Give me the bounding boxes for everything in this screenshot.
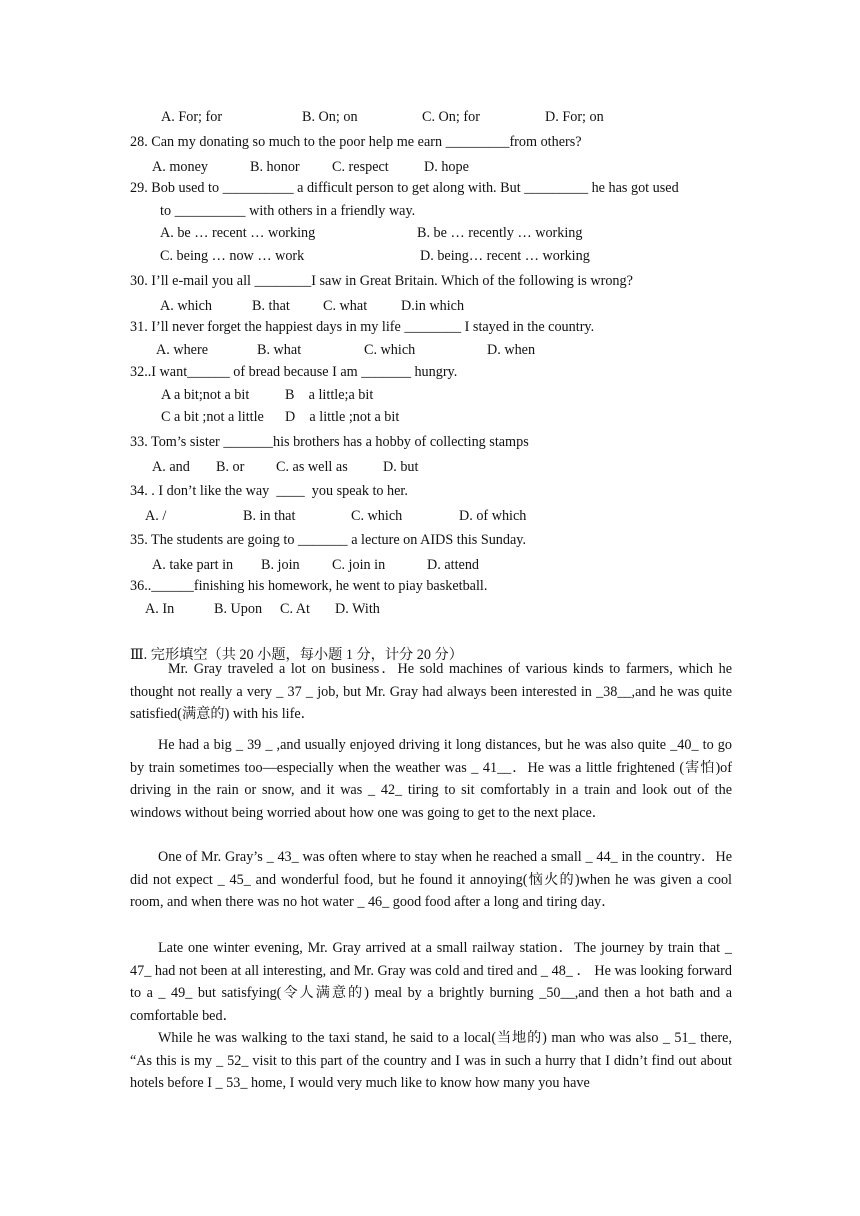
q30-stem: 30. I’ll e-mail you all ________I saw in Great Britain. Which of the following is wrong?: [130, 273, 633, 289]
q34-option-c: C. which: [351, 508, 403, 524]
passage-paragraph-3: One of Mr. Gray’s _ 43_ was often where to stay when he reached a small _ 44_ in the country．He did not expect _ 45_ and wonderful food, but he found it annoying(恼火的)when he was given a cool room, and when there was no hot water _ 46_ good food after a long and tiring day．: [130, 849, 732, 911]
section-3-heading: Ⅲ. 完形填空（共 20 小题，每小题 1 分，计分 20 分）: [130, 647, 463, 663]
q31-option-a: A. where: [156, 342, 208, 358]
q29-stem-line1: 29. Bob used to __________ a difficult person to get along with. But _________ he has got used: [130, 180, 679, 196]
q36-option-b: B. Upon: [214, 601, 263, 617]
q31-option-c: C. which: [364, 342, 416, 358]
q32-option-c: C a bit ;not a little: [161, 409, 264, 425]
q30-option-c: C. what: [323, 298, 368, 314]
q34-stem: 34. . I don’t like the way ____ you speak to her.: [130, 483, 408, 499]
passage-paragraph-2: He had a big _ 39 _ ,and usually enjoyed driving it long distances, but he was also quite _40_ to go by train sometimes too—especially when the weather was _ 41__．He was a little frightened (害怕)of driving in the rain or snow, and it was _ 42_ tiring to sit comfortably in a train and look out of the windows without being worried about how one was going to get to the next place．: [130, 737, 732, 821]
q36-option-a: A. In: [145, 601, 175, 617]
q32-option-d: D a little ;not a bit: [285, 409, 400, 425]
q31-option-d: D. when: [487, 342, 536, 358]
q28-stem: 28. Can my donating so much to the poor help me earn _________from others?: [130, 134, 582, 150]
q33-option-b: B. or: [216, 459, 245, 475]
q36-stem: 36..______finishing his homework, he went to piay basketball.: [130, 578, 488, 594]
q35-option-d: D. attend: [427, 557, 480, 573]
q33-stem: 33. Tom’s sister _______his brothers has a hobby of collecting stamps: [130, 434, 529, 450]
q35-stem: 35. The students are going to _______ a lecture on AIDS this Sunday.: [130, 532, 527, 548]
q34-option-b: B. in that: [243, 508, 296, 524]
q27-option-c: C. On; for: [422, 109, 480, 125]
q29-option-b: B. be … recently … working: [417, 225, 583, 241]
q28-option-c: C. respect: [332, 159, 389, 175]
q36-option-d: D. With: [335, 601, 380, 617]
q29-option-c: C. being … now … work: [160, 248, 305, 264]
q32-stem: 32..I want______ of bread because I am _______ hungry.: [130, 364, 458, 380]
q36-option-c: C. At: [280, 601, 310, 617]
q35-option-c: C. join in: [332, 557, 386, 573]
passage-paragraph-5: While he was walking to the taxi stand, he said to a local(当地的) man who was also _ 51_ there, “As this is my _ 52_ visit to this part of the country and I was in such a hurry that I didn’t find out about hotels before I _ 53_ home, I would very much like to know how many you have: [130, 1030, 732, 1092]
q32-option-a: A a bit;not a bit: [161, 387, 250, 403]
q30-option-b: B. that: [252, 298, 290, 314]
q31-stem: 31. I’ll never forget the happiest days in my life ________ I stayed in the country.: [130, 319, 595, 335]
q27-option-a: A. For; for: [161, 109, 223, 125]
q34-option-a: A. /: [145, 508, 167, 524]
q34-option-d: D. of which: [459, 508, 527, 524]
passage-paragraph-1: Mr. Gray traveled a lot on business．He sold machines of various kinds to farmers, which he thought not really a very _ 37 _ job, but Mr. Gray had always been interested in _38__,and he was quite satisfied(满意的) with his life．: [130, 661, 732, 723]
q32-option-b: B a little;a bit: [285, 387, 374, 403]
q30-option-a: A. which: [160, 298, 213, 314]
q33-option-c: C. as well as: [276, 459, 348, 475]
q29-option-a: A. be … recent … working: [160, 225, 316, 241]
q29-option-d: D. being… recent … working: [420, 248, 590, 264]
q31-option-b: B. what: [257, 342, 302, 358]
q35-option-b: B. join: [261, 557, 300, 573]
q33-option-d: D. but: [383, 459, 419, 475]
q27-option-b: B. On; on: [302, 109, 358, 125]
passage-paragraph-4: Late one winter evening, Mr. Gray arrived at a small railway station．The journey by train that _ 47_ had not been at all interesting, and Mr. Gray was cold and tired and _ 48_ ． He was looking forward to a _ 49_ but satisfying(令人满意的) meal by a brightly burning _50__,and then a hot bath and a comfortable bed．: [130, 940, 732, 1024]
q35-option-a: A. take part in: [152, 557, 234, 573]
q28-option-a: A. money: [152, 159, 208, 175]
q33-option-a: A. and: [152, 459, 190, 475]
q28-option-b: B. honor: [250, 159, 300, 175]
q29-stem-line2: to __________ with others in a friendly way.: [160, 203, 416, 219]
q27-option-d: D. For; on: [545, 109, 604, 125]
q30-option-d: D.in which: [401, 298, 465, 314]
q28-option-d: D. hope: [424, 159, 469, 175]
